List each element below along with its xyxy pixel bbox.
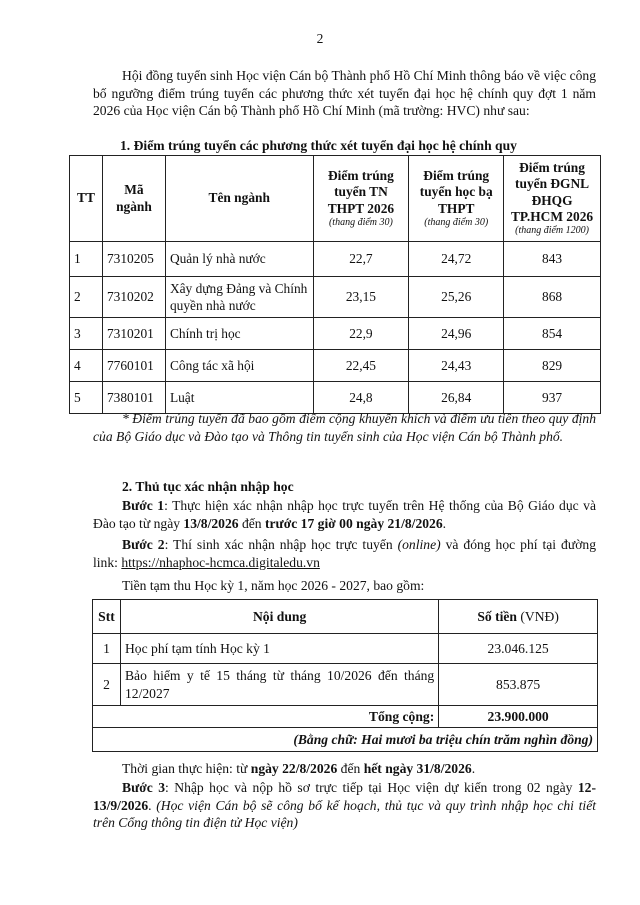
row-thpt: 24,8 (313, 382, 409, 414)
row-tt: 2 (70, 277, 103, 318)
row-so-tien: 853.875 (439, 664, 598, 706)
table-row (70, 318, 601, 350)
table-row (70, 277, 601, 318)
header-thpt-note: (thang điểm 30) (328, 216, 393, 228)
header-dgnl-label: Điểm trúng tuyển ĐGNL ĐHQG TP.HCM 2026 (511, 160, 594, 224)
row-ten: Xây dựng Đảng và Chính quyền nhà nước (165, 277, 313, 318)
row-ten: Quản lý nhà nước (165, 242, 313, 277)
intro-paragraph: Hội đồng tuyển sinh Học viện Cán bộ Thành phố Hồ Chí Minh thông báo về việc công bố ngưỡng điểm trúng tuyển các phương thức xét tuyển đại học hệ chính quy đợt 1 năm 2026 của Học viện Cán bộ Thành phố Hồ Chí Minh (mã trường: HVC) như sau: (93, 68, 596, 119)
table-row (93, 634, 598, 664)
row-tt: 3 (70, 318, 103, 350)
step2-text-a: : Thí sinh xác nhận nhập học trực tuyến (164, 537, 398, 552)
header-unit: (VNĐ) (516, 608, 559, 624)
page-number: 2 (316, 31, 324, 46)
step1-label: Bước 1 (122, 498, 165, 513)
step1-text-a: : Thực hiện xác nhận nhập học trực tuyến trên Hệ thống của Bộ Giáo dục và Đào tạo từ ngày (93, 498, 596, 531)
step1-text-b: đến (238, 515, 265, 531)
fee-intro: Tiền tạm thu Học kỳ 1, năm học 2026 - 2027, bao gồm: (122, 578, 425, 593)
row-thpt: 22,9 (313, 318, 409, 350)
header-thpt (313, 156, 409, 242)
step1-text-c: . (442, 515, 447, 531)
step2-label: Bước 2 (122, 537, 165, 552)
row-dgnl: 843 (504, 242, 601, 277)
row-ma: 7310205 (102, 242, 165, 277)
header-so-tien (439, 600, 598, 634)
step2-paragraph (93, 536, 596, 571)
header-so-tien-label: Số tiền (477, 608, 517, 624)
row-ma: 7310201 (102, 318, 165, 350)
step3-dates: 12-13/9/2026 (93, 780, 596, 813)
header-tt: TT (70, 156, 103, 242)
header-ten-nganh: Tên ngành (165, 156, 313, 242)
row-thpt: 22,45 (313, 350, 409, 382)
row-noi-dung: Học phí tạm tính Học kỳ 1 (120, 634, 438, 664)
row-tt: 1 (70, 242, 103, 277)
row-hocba: 25,26 (409, 277, 504, 318)
header-hocba-note: (thang điểm 30) (424, 216, 489, 228)
table-row (93, 664, 598, 706)
step1-date-b: trước 17 giờ 00 ngày 21/8/2026 (265, 515, 443, 531)
table-row (70, 242, 601, 277)
time-text-a: Thời gian thực hiện: từ (122, 761, 251, 776)
enrollment-link[interactable]: https://nhaphoc-hcmca.digitaledu.vn (121, 554, 320, 570)
row-ma: 7760101 (102, 350, 165, 382)
row-stt: 1 (93, 634, 121, 664)
header-dgnl (504, 156, 601, 242)
step3-paragraph (93, 779, 596, 832)
header-thpt-label: Điểm trúng tuyển TN THPT 2026 (327, 168, 395, 216)
row-hocba: 24,43 (409, 350, 504, 382)
step1-date-a: 13/8/2026 (183, 515, 239, 531)
total-label: Tổng cộng: (93, 706, 439, 728)
row-hocba: 26,84 (409, 382, 504, 414)
row-ma: 7380101 (102, 382, 165, 414)
step3-label: Bước 3 (122, 780, 166, 795)
step3-italic: (Học viện Cán bộ sẽ công bố kế hoạch, thủ tục và quy trình nhập học chi tiết trên Cổng thông tin điện tử Học viện) (93, 797, 597, 831)
time-from: ngày 22/8/2026 (250, 761, 338, 776)
row-dgnl: 829 (504, 350, 601, 382)
row-tt: 5 (70, 382, 103, 414)
row-dgnl: 854 (504, 318, 601, 350)
total-in-words: (Bằng chữ: Hai mươi ba triệu chín trăm nghìn đồng) (93, 728, 598, 752)
header-noi-dung: Nội dung (120, 600, 438, 634)
total-value: 23.900.000 (439, 706, 598, 728)
row-thpt: 22,7 (313, 242, 409, 277)
fee-table (92, 599, 598, 752)
table-row (70, 382, 601, 414)
time-text-c: . (471, 761, 476, 776)
table-row (70, 350, 601, 382)
row-hocba: 24,72 (409, 242, 504, 277)
row-tt: 4 (70, 350, 103, 382)
row-ma: 7310202 (102, 277, 165, 318)
step2-text-b: và đóng học phí tại đường link: (93, 537, 596, 570)
header-ma-nganh: Mã ngành (102, 156, 165, 242)
row-stt: 2 (93, 664, 121, 706)
section1-title: 1. Điểm trúng tuyển các phương thức xét tuyển đại học hệ chính quy (120, 138, 517, 153)
time-paragraph (122, 760, 475, 778)
header-hocba (409, 156, 504, 242)
row-ten: Chính trị học (165, 318, 313, 350)
row-ten: Luật (165, 382, 313, 414)
row-ten: Công tác xã hội (165, 350, 313, 382)
row-so-tien: 23.046.125 (439, 634, 598, 664)
header-dgnl-note: (thang điểm 1200) (515, 224, 589, 236)
time-text-b: đến (337, 761, 364, 776)
header-hocba-label: Điểm trúng tuyển học bạ THPT (419, 168, 493, 216)
row-dgnl: 937 (504, 382, 601, 414)
section2-title: 2. Thủ tục xác nhận nhập học (122, 479, 294, 494)
step1-paragraph (93, 497, 596, 532)
step3-text-a: : Nhập học và nộp hồ sơ trực tiếp tại Học viện dự kiến trong 02 ngày (165, 780, 578, 795)
row-hocba: 24,96 (409, 318, 504, 350)
header-stt: Stt (93, 600, 121, 634)
row-dgnl: 868 (504, 277, 601, 318)
row-noi-dung: Bảo hiểm y tế 15 tháng từ tháng 10/2026 đến tháng 12/2027 (120, 664, 438, 706)
score-note: * Điểm trúng tuyển đã bao gồm điểm cộng khuyến khích và điểm ưu tiên theo quy định của Bộ Giáo dục và Đào tạo và Thông tin tuyển sinh của Học viện Cán bộ Thành phố. (93, 411, 596, 444)
time-to: hết ngày 31/8/2026 (363, 761, 472, 776)
admission-score-table (69, 155, 601, 414)
step2-online: (online) (397, 537, 441, 552)
row-thpt: 23,15 (313, 277, 409, 318)
step3-text-b: . (148, 797, 157, 813)
